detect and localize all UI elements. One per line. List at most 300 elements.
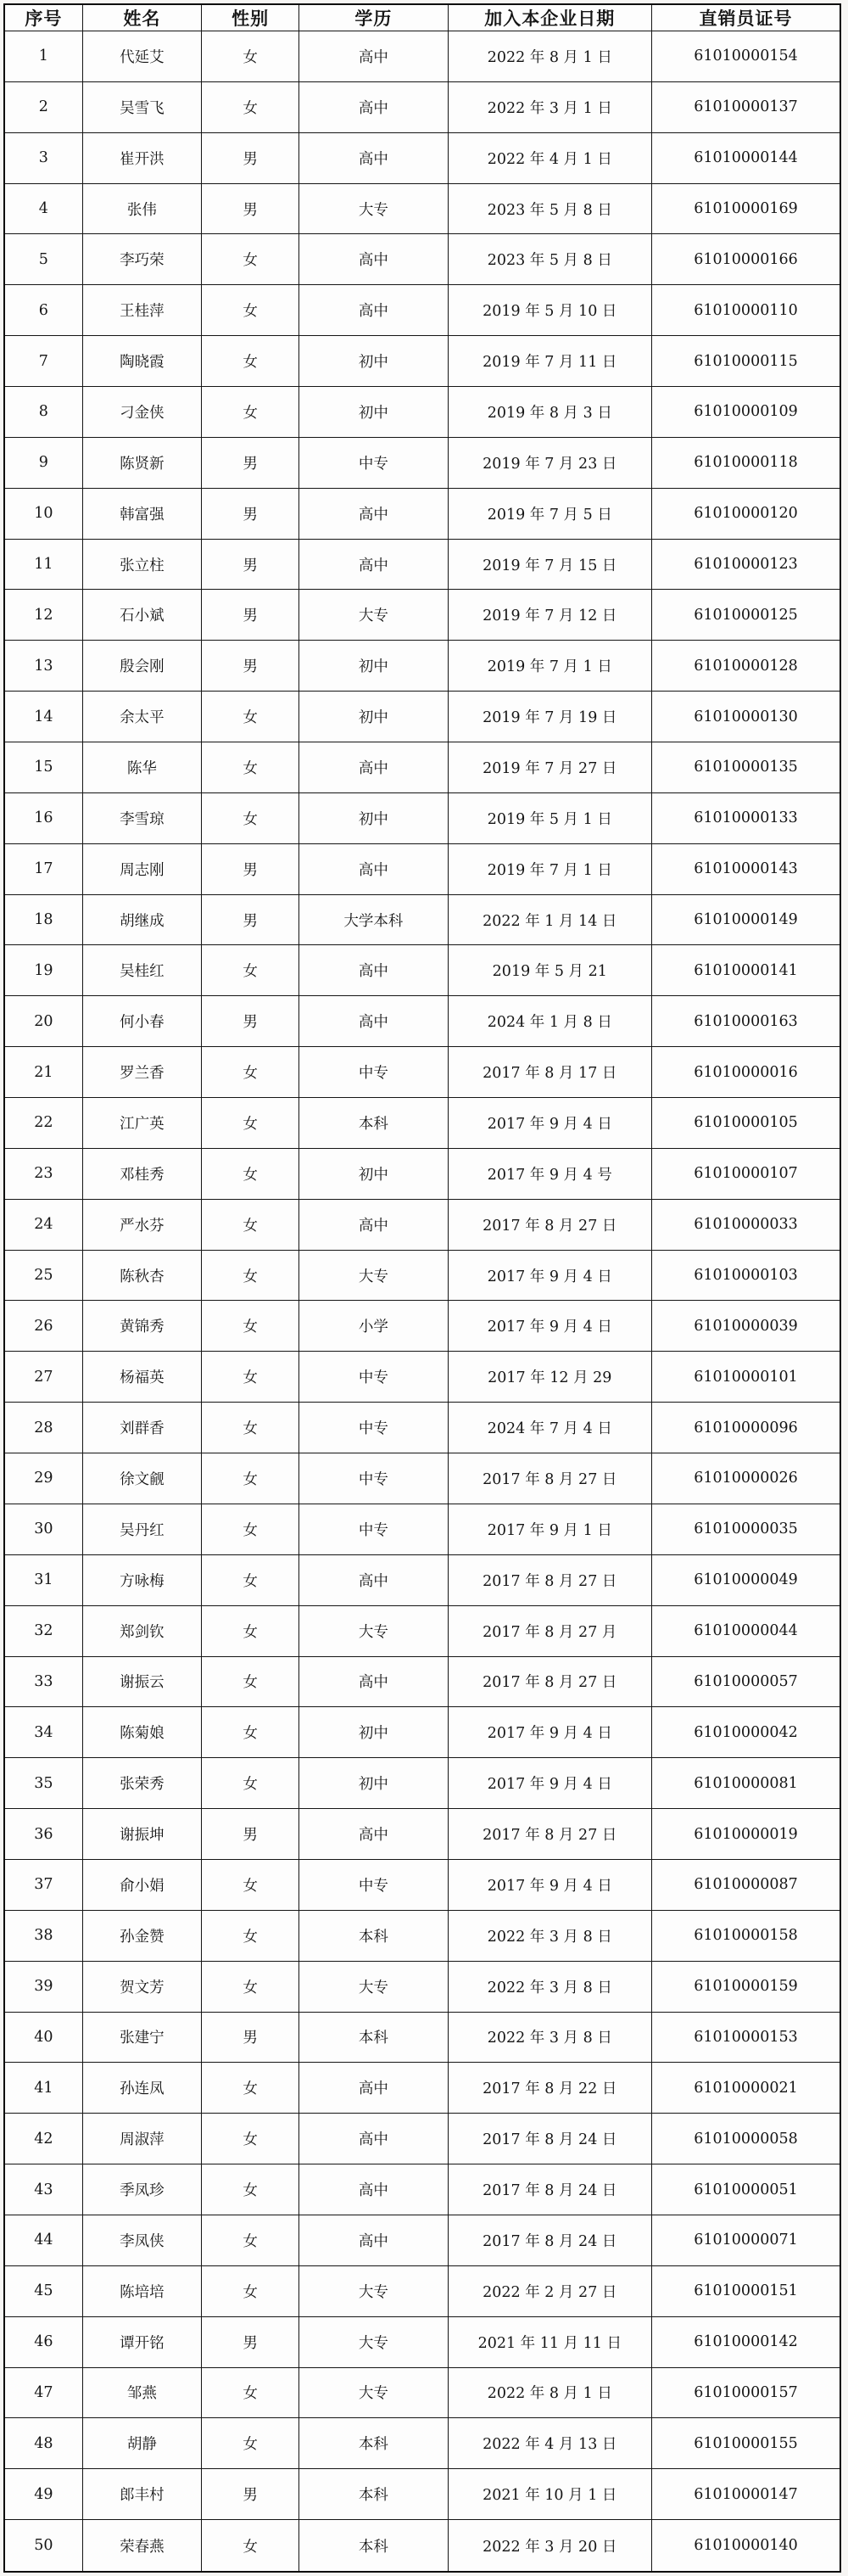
cell-gender: 女	[201, 1403, 298, 1453]
cell-join_date: 2017 年 9 月 4 日	[448, 1250, 651, 1301]
cell-gender: 男	[201, 437, 298, 488]
cell-gender: 男	[201, 539, 298, 590]
cell-cert_no: 61010000042	[652, 1707, 840, 1758]
cell-gender: 男	[201, 843, 298, 894]
cell-education: 中专	[299, 437, 448, 488]
table-row	[4, 488, 840, 539]
cell-index: 35	[4, 1758, 82, 1809]
cell-education: 初中	[299, 387, 448, 438]
table-row	[4, 387, 840, 438]
table-row	[4, 539, 840, 590]
cell-education: 高中	[299, 1199, 448, 1250]
cell-name: 张荣秀	[82, 1758, 201, 1809]
table-body	[4, 31, 840, 2573]
table-row	[4, 31, 840, 82]
cell-name: 张立柱	[82, 539, 201, 590]
cell-gender: 女	[201, 1859, 298, 1910]
cell-name: 徐文觎	[82, 1453, 201, 1504]
cell-name: 郑剑钦	[82, 1605, 201, 1656]
column-header-index: 序号	[4, 4, 82, 31]
cell-index: 42	[4, 2114, 82, 2164]
cell-education: 初中	[299, 641, 448, 692]
cell-join_date: 2017 年 8 月 24 日	[448, 2215, 651, 2265]
cell-education: 本科	[299, 2520, 448, 2572]
cell-gender: 女	[201, 234, 298, 285]
cell-name: 郎丰村	[82, 2469, 201, 2520]
cell-education: 大专	[299, 2367, 448, 2418]
cell-cert_no: 61010000125	[652, 590, 840, 641]
cell-education: 大专	[299, 2265, 448, 2316]
cell-gender: 女	[201, 2418, 298, 2469]
table-row	[4, 641, 840, 692]
cell-join_date: 2017 年 8 月 17 日	[448, 1047, 651, 1098]
table-row	[4, 843, 840, 894]
cell-gender: 女	[201, 692, 298, 742]
cell-cert_no: 61010000049	[652, 1554, 840, 1605]
cell-index: 40	[4, 2012, 82, 2063]
cell-join_date: 2021 年 10 月 1 日	[448, 2469, 651, 2520]
cell-education: 大专	[299, 590, 448, 641]
cell-education: 高中	[299, 2114, 448, 2164]
cell-join_date: 2024 年 1 月 8 日	[448, 996, 651, 1047]
cell-name: 李雪琼	[82, 792, 201, 843]
cell-name: 谢振坤	[82, 1809, 201, 1860]
cell-name: 孙连凤	[82, 2063, 201, 2114]
cell-index: 25	[4, 1250, 82, 1301]
cell-cert_no: 61010000158	[652, 1910, 840, 1961]
cell-index: 43	[4, 2164, 82, 2215]
cell-cert_no: 61010000016	[652, 1047, 840, 1098]
cell-gender: 男	[201, 1809, 298, 1860]
cell-education: 大专	[299, 2316, 448, 2367]
cell-gender: 女	[201, 2063, 298, 2114]
table-row	[4, 692, 840, 742]
cell-index: 23	[4, 1148, 82, 1199]
cell-join_date: 2019 年 7 月 12 日	[448, 590, 651, 641]
cell-join_date: 2019 年 7 月 5 日	[448, 488, 651, 539]
table-row	[4, 1707, 840, 1758]
cell-education: 高中	[299, 488, 448, 539]
cell-index: 18	[4, 894, 82, 945]
cell-gender: 男	[201, 996, 298, 1047]
cell-education: 高中	[299, 996, 448, 1047]
cell-join_date: 2017 年 8 月 27 月	[448, 1605, 651, 1656]
cell-education: 高中	[299, 132, 448, 183]
cell-index: 38	[4, 1910, 82, 1961]
cell-index: 32	[4, 1605, 82, 1656]
cell-name: 崔开洪	[82, 132, 201, 183]
cell-education: 初中	[299, 1148, 448, 1199]
cell-cert_no: 61010000096	[652, 1403, 840, 1453]
cell-education: 大学本科	[299, 894, 448, 945]
cell-index: 48	[4, 2418, 82, 2469]
cell-index: 29	[4, 1453, 82, 1504]
direct-seller-roster-table	[3, 3, 841, 2573]
cell-name: 周志刚	[82, 843, 201, 894]
cell-name: 胡静	[82, 2418, 201, 2469]
cell-cert_no: 61010000021	[652, 2063, 840, 2114]
cell-cert_no: 61010000147	[652, 2469, 840, 2520]
column-header-join-date: 加入本企业日期	[448, 4, 651, 31]
cell-join_date: 2023 年 5 月 8 日	[448, 234, 651, 285]
cell-name: 刘群香	[82, 1403, 201, 1453]
cell-gender: 女	[201, 1148, 298, 1199]
cell-name: 何小春	[82, 996, 201, 1047]
cell-name: 杨福英	[82, 1352, 201, 1403]
cell-name: 李凤侠	[82, 2215, 201, 2265]
cell-join_date: 2017 年 9 月 4 日	[448, 1707, 651, 1758]
cell-gender: 女	[201, 2520, 298, 2572]
cell-join_date: 2017 年 8 月 27 日	[448, 1199, 651, 1250]
cell-cert_no: 61010000157	[652, 2367, 840, 2418]
cell-index: 1	[4, 31, 82, 82]
cell-name: 陈培培	[82, 2265, 201, 2316]
cell-index: 24	[4, 1199, 82, 1250]
cell-join_date: 2017 年 9 月 4 日	[448, 1301, 651, 1352]
cell-cert_no: 61010000133	[652, 792, 840, 843]
cell-join_date: 2022 年 8 月 1 日	[448, 31, 651, 82]
cell-cert_no: 61010000137	[652, 81, 840, 132]
cell-name: 张伟	[82, 183, 201, 234]
cell-cert_no: 61010000142	[652, 2316, 840, 2367]
cell-gender: 男	[201, 488, 298, 539]
cell-join_date: 2017 年 8 月 27 日	[448, 1554, 651, 1605]
cell-education: 初中	[299, 336, 448, 387]
column-header-name: 姓名	[82, 4, 201, 31]
cell-cert_no: 61010000151	[652, 2265, 840, 2316]
cell-join_date: 2022 年 8 月 1 日	[448, 2367, 651, 2418]
cell-index: 49	[4, 2469, 82, 2520]
cell-gender: 女	[201, 1199, 298, 1250]
cell-education: 本科	[299, 1910, 448, 1961]
table-row	[4, 1250, 840, 1301]
cell-name: 吴丹红	[82, 1504, 201, 1554]
column-header-gender: 性别	[201, 4, 298, 31]
table-row	[4, 1809, 840, 1860]
cell-cert_no: 61010000033	[652, 1199, 840, 1250]
cell-cert_no: 61010000143	[652, 843, 840, 894]
cell-index: 45	[4, 2265, 82, 2316]
cell-index: 13	[4, 641, 82, 692]
cell-name: 谢振云	[82, 1656, 201, 1707]
cell-name: 陈贤新	[82, 437, 201, 488]
cell-education: 高中	[299, 234, 448, 285]
cell-education: 中专	[299, 1859, 448, 1910]
cell-cert_no: 61010000071	[652, 2215, 840, 2265]
cell-gender: 女	[201, 1301, 298, 1352]
cell-education: 本科	[299, 2418, 448, 2469]
cell-gender: 女	[201, 1554, 298, 1605]
cell-join_date: 2017 年 8 月 22 日	[448, 2063, 651, 2114]
cell-join_date: 2017 年 8 月 27 日	[448, 1809, 651, 1860]
cell-education: 高中	[299, 2063, 448, 2114]
cell-index: 12	[4, 590, 82, 641]
table-row	[4, 234, 840, 285]
cell-education: 初中	[299, 692, 448, 742]
cell-cert_no: 61010000140	[652, 2520, 840, 2572]
cell-name: 刁金侠	[82, 387, 201, 438]
cell-gender: 女	[201, 285, 298, 336]
table-row	[4, 792, 840, 843]
cell-education: 初中	[299, 1758, 448, 1809]
cell-index: 30	[4, 1504, 82, 1554]
table-header-row	[4, 4, 840, 31]
cell-gender: 女	[201, 945, 298, 996]
cell-cert_no: 61010000019	[652, 1809, 840, 1860]
cell-gender: 女	[201, 1352, 298, 1403]
cell-cert_no: 61010000153	[652, 2012, 840, 2063]
cell-index: 5	[4, 234, 82, 285]
cell-join_date: 2017 年 9 月 4 日	[448, 1758, 651, 1809]
cell-education: 初中	[299, 1707, 448, 1758]
cell-index: 21	[4, 1047, 82, 1098]
cell-join_date: 2022 年 3 月 1 日	[448, 81, 651, 132]
cell-cert_no: 61010000087	[652, 1859, 840, 1910]
cell-cert_no: 61010000039	[652, 1301, 840, 1352]
table-row	[4, 1859, 840, 1910]
cell-join_date: 2019 年 5 月 1 日	[448, 792, 651, 843]
cell-join_date: 2022 年 4 月 13 日	[448, 2418, 651, 2469]
cell-gender: 女	[201, 2114, 298, 2164]
cell-index: 39	[4, 1961, 82, 2012]
cell-gender: 女	[201, 1961, 298, 2012]
cell-index: 26	[4, 1301, 82, 1352]
cell-index: 31	[4, 1554, 82, 1605]
cell-education: 高中	[299, 1809, 448, 1860]
cell-name: 谭开铭	[82, 2316, 201, 2367]
cell-cert_no: 61010000101	[652, 1352, 840, 1403]
cell-name: 陈秋杏	[82, 1250, 201, 1301]
cell-name: 陶晓霞	[82, 336, 201, 387]
cell-education: 中专	[299, 1453, 448, 1504]
cell-cert_no: 61010000081	[652, 1758, 840, 1809]
cell-join_date: 2017 年 8 月 27 日	[448, 1453, 651, 1504]
cell-education: 高中	[299, 285, 448, 336]
cell-join_date: 2019 年 5 月 21	[448, 945, 651, 996]
cell-cert_no: 61010000144	[652, 132, 840, 183]
cell-cert_no: 61010000107	[652, 1148, 840, 1199]
cell-gender: 男	[201, 641, 298, 692]
cell-education: 高中	[299, 1554, 448, 1605]
table-row	[4, 2215, 840, 2265]
cell-name: 吴雪飞	[82, 81, 201, 132]
cell-cert_no: 61010000058	[652, 2114, 840, 2164]
column-header-cert-no: 直销员证号	[652, 4, 840, 31]
table-row	[4, 2063, 840, 2114]
cell-cert_no: 61010000166	[652, 234, 840, 285]
table-row	[4, 945, 840, 996]
cell-join_date: 2019 年 8 月 3 日	[448, 387, 651, 438]
cell-cert_no: 61010000130	[652, 692, 840, 742]
cell-join_date: 2019 年 7 月 1 日	[448, 641, 651, 692]
cell-index: 11	[4, 539, 82, 590]
cell-education: 中专	[299, 1403, 448, 1453]
cell-education: 高中	[299, 2215, 448, 2265]
cell-cert_no: 61010000035	[652, 1504, 840, 1554]
table-row	[4, 1504, 840, 1554]
table-row	[4, 1199, 840, 1250]
cell-index: 9	[4, 437, 82, 488]
cell-cert_no: 61010000103	[652, 1250, 840, 1301]
cell-name: 石小斌	[82, 590, 201, 641]
cell-gender: 女	[201, 1910, 298, 1961]
table-row	[4, 2164, 840, 2215]
cell-name: 严水芬	[82, 1199, 201, 1250]
cell-join_date: 2022 年 2 月 27 日	[448, 2265, 651, 2316]
cell-index: 2	[4, 81, 82, 132]
table-row	[4, 81, 840, 132]
cell-gender: 男	[201, 2012, 298, 2063]
cell-gender: 女	[201, 1605, 298, 1656]
cell-gender: 女	[201, 792, 298, 843]
cell-education: 高中	[299, 2164, 448, 2215]
table-row	[4, 2520, 840, 2572]
cell-education: 本科	[299, 1098, 448, 1149]
cell-name: 孙金赞	[82, 1910, 201, 1961]
cell-gender: 女	[201, 742, 298, 793]
column-header-education: 学历	[299, 4, 448, 31]
cell-cert_no: 61010000115	[652, 336, 840, 387]
cell-gender: 女	[201, 2164, 298, 2215]
cell-cert_no: 61010000051	[652, 2164, 840, 2215]
cell-education: 中专	[299, 1047, 448, 1098]
cell-education: 中专	[299, 1352, 448, 1403]
table-row	[4, 2265, 840, 2316]
cell-gender: 女	[201, 387, 298, 438]
cell-education: 大专	[299, 183, 448, 234]
cell-cert_no: 61010000105	[652, 1098, 840, 1149]
cell-gender: 女	[201, 1047, 298, 1098]
cell-join_date: 2019 年 5 月 10 日	[448, 285, 651, 336]
table-row	[4, 996, 840, 1047]
cell-name: 方咏梅	[82, 1554, 201, 1605]
cell-cert_no: 61010000118	[652, 437, 840, 488]
cell-education: 本科	[299, 2469, 448, 2520]
cell-name: 陈华	[82, 742, 201, 793]
cell-education: 大专	[299, 1605, 448, 1656]
cell-index: 19	[4, 945, 82, 996]
cell-index: 22	[4, 1098, 82, 1149]
table-row	[4, 2469, 840, 2520]
table-row	[4, 2316, 840, 2367]
cell-join_date: 2022 年 3 月 20 日	[448, 2520, 651, 2572]
cell-education: 高中	[299, 843, 448, 894]
cell-education: 本科	[299, 2012, 448, 2063]
cell-name: 代延艾	[82, 31, 201, 82]
cell-gender: 女	[201, 1656, 298, 1707]
cell-cert_no: 61010000123	[652, 539, 840, 590]
cell-name: 王桂萍	[82, 285, 201, 336]
cell-index: 7	[4, 336, 82, 387]
cell-index: 44	[4, 2215, 82, 2265]
cell-index: 47	[4, 2367, 82, 2418]
cell-index: 33	[4, 1656, 82, 1707]
cell-index: 20	[4, 996, 82, 1047]
cell-cert_no: 61010000120	[652, 488, 840, 539]
cell-education: 高中	[299, 31, 448, 82]
cell-name: 殷会刚	[82, 641, 201, 692]
cell-join_date: 2022 年 4 月 1 日	[448, 132, 651, 183]
cell-gender: 男	[201, 2469, 298, 2520]
cell-cert_no: 61010000149	[652, 894, 840, 945]
cell-cert_no: 61010000154	[652, 31, 840, 82]
cell-gender: 女	[201, 1453, 298, 1504]
cell-join_date: 2019 年 7 月 23 日	[448, 437, 651, 488]
cell-index: 28	[4, 1403, 82, 1453]
cell-join_date: 2022 年 3 月 8 日	[448, 2012, 651, 2063]
cell-cert_no: 61010000169	[652, 183, 840, 234]
cell-cert_no: 61010000135	[652, 742, 840, 793]
cell-name: 李巧荣	[82, 234, 201, 285]
table-row	[4, 1554, 840, 1605]
cell-index: 27	[4, 1352, 82, 1403]
cell-gender: 女	[201, 2367, 298, 2418]
cell-cert_no: 61010000057	[652, 1656, 840, 1707]
cell-gender: 女	[201, 2265, 298, 2316]
cell-index: 14	[4, 692, 82, 742]
table-row	[4, 1453, 840, 1504]
table-row	[4, 1961, 840, 2012]
cell-gender: 女	[201, 31, 298, 82]
cell-name: 季凤珍	[82, 2164, 201, 2215]
cell-gender: 男	[201, 2316, 298, 2367]
cell-join_date: 2017 年 9 月 4 日	[448, 1098, 651, 1149]
cell-join_date: 2021 年 11 月 11 日	[448, 2316, 651, 2367]
cell-join_date: 2017 年 9 月 4 日	[448, 1859, 651, 1910]
cell-gender: 男	[201, 183, 298, 234]
cell-join_date: 2022 年 1 月 14 日	[448, 894, 651, 945]
cell-gender: 女	[201, 1758, 298, 1809]
cell-cert_no: 61010000128	[652, 641, 840, 692]
cell-gender: 女	[201, 336, 298, 387]
cell-index: 4	[4, 183, 82, 234]
table-row	[4, 2114, 840, 2164]
cell-join_date: 2019 年 7 月 27 日	[448, 742, 651, 793]
cell-education: 高中	[299, 945, 448, 996]
cell-gender: 女	[201, 1504, 298, 1554]
cell-education: 高中	[299, 1656, 448, 1707]
cell-name: 江广英	[82, 1098, 201, 1149]
cell-index: 6	[4, 285, 82, 336]
cell-index: 50	[4, 2520, 82, 2572]
cell-gender: 女	[201, 1250, 298, 1301]
cell-cert_no: 61010000044	[652, 1605, 840, 1656]
cell-join_date: 2019 年 7 月 15 日	[448, 539, 651, 590]
table-row	[4, 2418, 840, 2469]
cell-index: 8	[4, 387, 82, 438]
cell-gender: 女	[201, 1098, 298, 1149]
cell-cert_no: 61010000141	[652, 945, 840, 996]
cell-name: 罗兰香	[82, 1047, 201, 1098]
cell-name: 荣春燕	[82, 2520, 201, 2572]
cell-index: 17	[4, 843, 82, 894]
table-row	[4, 2012, 840, 2063]
cell-gender: 男	[201, 894, 298, 945]
cell-index: 37	[4, 1859, 82, 1910]
table-row	[4, 285, 840, 336]
cell-cert_no: 61010000155	[652, 2418, 840, 2469]
cell-gender: 女	[201, 81, 298, 132]
cell-index: 16	[4, 792, 82, 843]
cell-education: 高中	[299, 539, 448, 590]
cell-index: 34	[4, 1707, 82, 1758]
cell-name: 陈菊娘	[82, 1707, 201, 1758]
cell-index: 41	[4, 2063, 82, 2114]
cell-education: 高中	[299, 742, 448, 793]
cell-name: 俞小娟	[82, 1859, 201, 1910]
cell-cert_no: 61010000026	[652, 1453, 840, 1504]
cell-join_date: 2022 年 3 月 8 日	[448, 1961, 651, 2012]
